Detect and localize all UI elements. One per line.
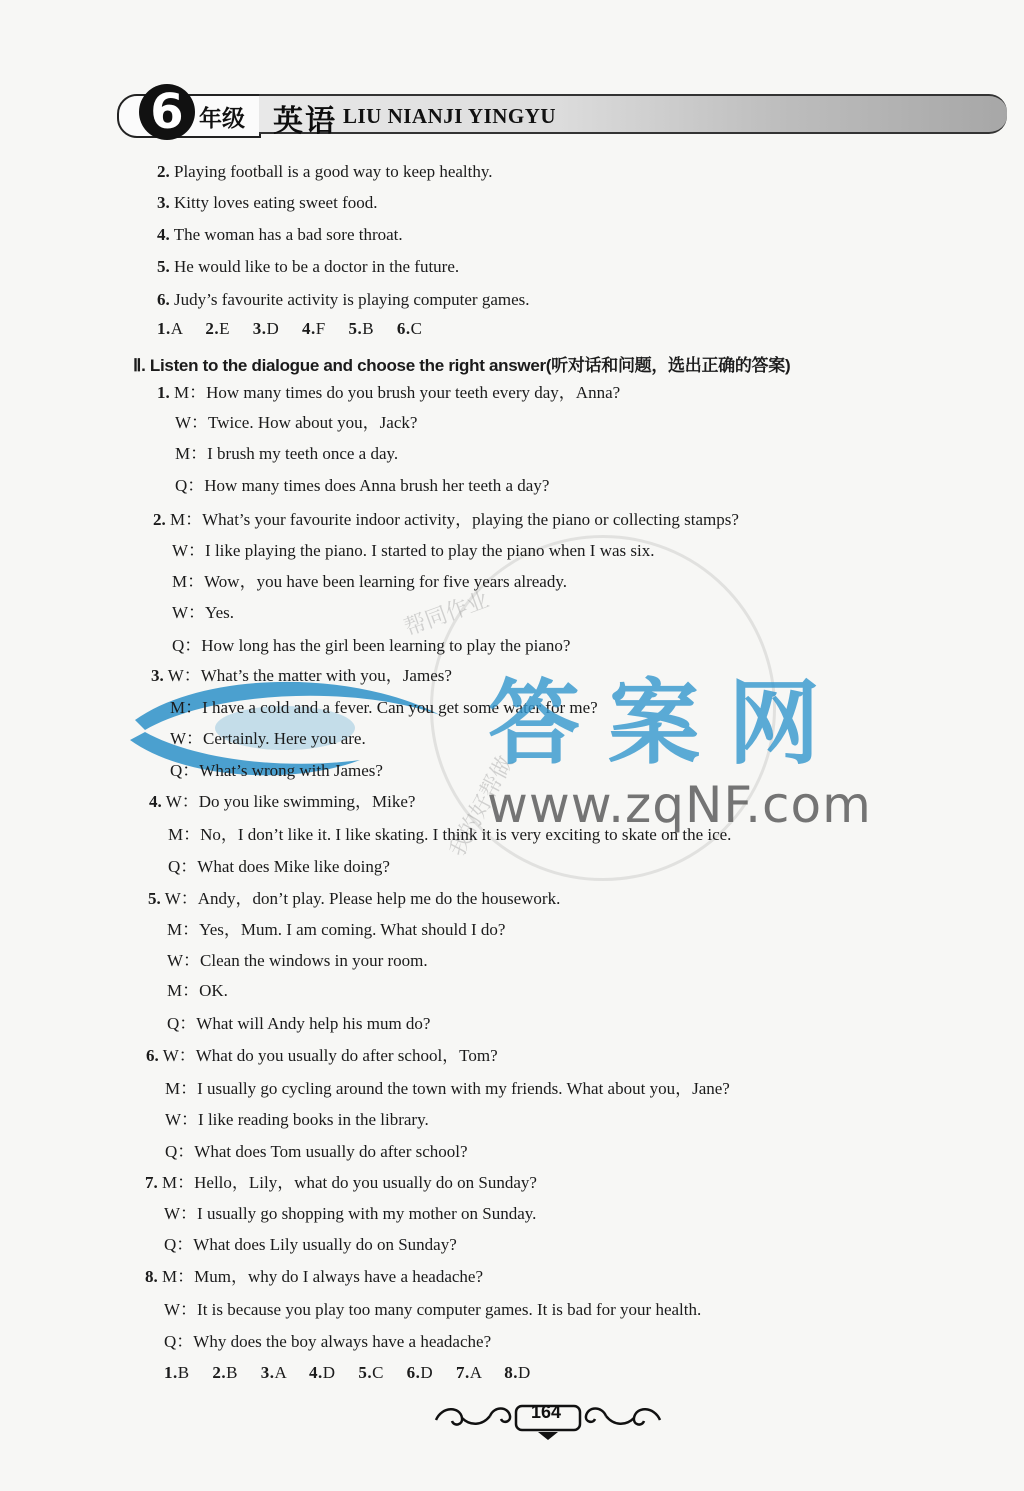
dialogue-line: M：I have a cold and a fever. Can you get some water for me? xyxy=(170,698,598,717)
subject-title-cn: 英语 xyxy=(273,104,337,139)
subject-title-en: LIU NIANJI YINGYU xyxy=(343,104,557,128)
page-number: 164 xyxy=(531,1402,562,1422)
part1-item: 3. Kitty loves eating sweet food. xyxy=(157,193,378,212)
part2-answers: 1.B 2.B 3.A 4.D 5.C 6.D 7.A 8.D xyxy=(164,1363,531,1382)
part1-item: 6. Judy’s favourite activity is playing computer games. xyxy=(157,290,530,309)
part1-answers: 1.A 2.E 3.D 4.F 5.B 6.C xyxy=(157,319,423,338)
dialogue-line: W：Twice. How about you，Jack? xyxy=(175,413,418,432)
dialogue-line: M：I usually go cycling around the town with my friends. What about you，Jane? xyxy=(165,1079,730,1098)
dialogue-line: 3. W：What’s the matter with you，James? xyxy=(151,666,452,685)
part1-item: 4. The woman has a bad sore throat. xyxy=(157,225,403,244)
dialogue-line: Q：How many times does Anna brush her teeth a day? xyxy=(175,476,550,495)
dialogue-line: M：Wow，you have been learning for five years already. xyxy=(172,572,567,591)
dialogue-line: W：Certainly. Here you are. xyxy=(170,729,366,748)
dialogue-line: 1. M：How many times do you brush your teeth every day，Anna? xyxy=(157,383,621,402)
dialogue-line: M：Yes，Mum. I am coming. What should I do? xyxy=(167,920,506,939)
dialogue-line: Q：What does Tom usually do after school? xyxy=(165,1142,468,1161)
watermark-arc-text: 我的好帮做 xyxy=(444,752,519,861)
page-footer xyxy=(428,1392,668,1442)
dialogue-line: 4. W：Do you like swimming，Mike? xyxy=(149,792,416,811)
dialogue-line: 7. M：Hello，Lily，what do you usually do on Sunday? xyxy=(145,1173,537,1192)
watermark-logo-text: 答案网 xyxy=(488,670,849,777)
section-title: Ⅱ. Listen to the dialogue and choose the right answer(听对话和问题，选出正确的答案) xyxy=(133,356,791,375)
dialogue-line: W：It is because you play too many computer games. It is bad for your health. xyxy=(164,1300,702,1319)
dialogue-line: W：Yes. xyxy=(172,603,235,622)
grade-badge: 6 xyxy=(139,84,195,140)
dialogue-line: Q：How long has the girl been learning to play the piano? xyxy=(172,636,571,655)
dialogue-line: Q：What does Lily usually do on Sunday? xyxy=(164,1235,457,1254)
dialogue-line: 8. M：Mum，why do I always have a headache? xyxy=(145,1267,484,1286)
dialogue-line: 5. W：Andy，don’t play. Please help me do the housework. xyxy=(148,889,561,908)
dialogue-line: W：I like playing the piano. I started to play the piano when I was six. xyxy=(172,541,655,560)
page-header xyxy=(117,84,1010,146)
dialogue-line: 2. M：What’s your favourite indoor activity，playing the piano or collecting stamps? xyxy=(153,510,739,529)
dialogue-line: M：No，I don’t like it. I like skating. I think it is very exciting to skate on the ice. xyxy=(168,825,732,844)
dialogue-line: W：Clean the windows in your room. xyxy=(167,951,428,970)
dialogue-line: M：OK. xyxy=(167,981,228,1000)
watermark-arc-text: 帮同作业 xyxy=(401,587,493,642)
watermark-url: www.zqNF.com xyxy=(487,776,872,834)
grade-label: 年级 xyxy=(199,106,245,132)
dialogue-line: M：I brush my teeth once a day. xyxy=(175,444,399,463)
dialogue-line: W：I usually go shopping with my mother on Sunday. xyxy=(164,1204,537,1223)
part1-item: 2. Playing football is a good way to keep healthy. xyxy=(157,162,493,181)
dialogue-line: 6. W：What do you usually do after school，Tom? xyxy=(146,1046,498,1065)
dialogue-line: Q：Why does the boy always have a headache? xyxy=(164,1332,492,1351)
dialogue-line: Q：What does Mike like doing? xyxy=(168,857,390,876)
part1-item: 5. He would like to be a doctor in the future. xyxy=(157,257,460,276)
dialogue-line: W：I like reading books in the library. xyxy=(165,1110,429,1129)
dialogue-line: Q：What’s wrong with James? xyxy=(170,761,383,780)
dialogue-line: Q：What will Andy help his mum do? xyxy=(167,1014,431,1033)
